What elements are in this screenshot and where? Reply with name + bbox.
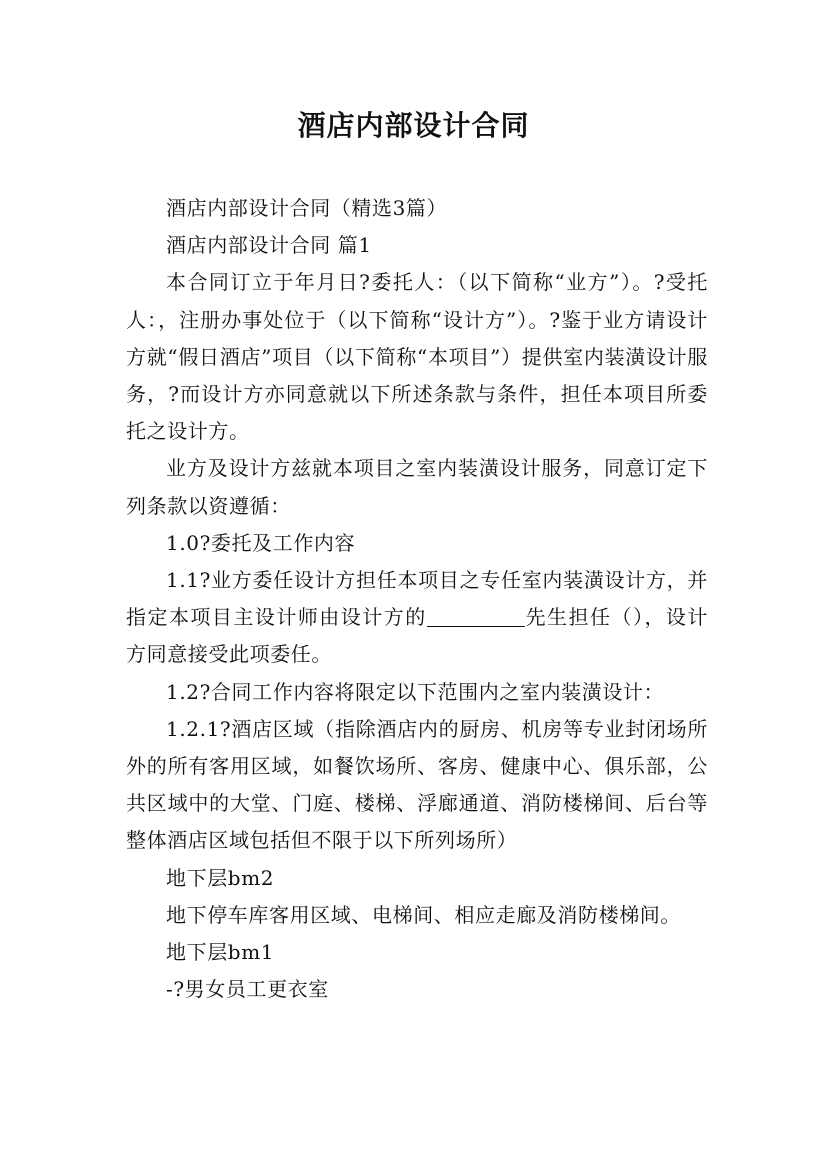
clause-1-0: 1.0?委托及工作内容 [166, 530, 356, 555]
floor-detail-bm2: 地下停车库客用区域、电梯间、相应走廊及消防楼梯间。 [166, 902, 681, 927]
paragraph-preamble: 本合同订立于年月日?委托人：（以下简称“业方”）。?受托人：，注册办事处位于（以下简称“设计方”）。?鉴于业方请设计方就“假日酒店”项目（以下简称“本项目”）提供室内装潢设计服务，?而设计方亦同意就以下所述条款与条件，担任本项目所委托之设计方。 [126, 270, 708, 444]
floor-item-locker-room: -?男女员工更衣室 [166, 977, 329, 1002]
paragraph-agreement: 业方及设计方兹就本项目之室内装潢设计服务，同意订定下列条款以资遵循： [126, 456, 708, 518]
floor-heading-bm1: 地下层bm1 [166, 940, 275, 965]
document-title: 酒店内部设计合同 [297, 109, 530, 142]
clause-1-2: 1.2?合同工作内容将限定以下范围内之室内装潢设计： [166, 679, 665, 704]
floor-heading-bm2: 地下层bm2 [166, 865, 275, 890]
fill-in-blank [427, 606, 525, 627]
clause-1-2-1: 1.2.1?酒店区域（指除酒店内的厨房、机房等专业封闭场所外的所有客用区域，如餐饮场所、客房、健康中心、俱乐部，公共区域中的大堂、门庭、楼梯、浮廊通道、消防楼梯间、后台等整体酒店区域包括但不限于以下所列场所） [126, 716, 708, 853]
clause-1-1 [126, 562, 708, 674]
paragraph-section-heading: 酒店内部设计合同 篇1 [166, 233, 372, 258]
clause-1-1-text-before: 1.1?业方委任设计方担任本项目之专任室内装潢设计方，并指定本项目主设计师由设计方的 [126, 568, 708, 630]
paragraph-subtitle: 酒店内部设计合同（精选3篇） [166, 196, 448, 220]
document-body [126, 190, 708, 1008]
clause-1-1-text-after: 先生担任（），设计方同意接受此项委任。 [126, 605, 709, 667]
